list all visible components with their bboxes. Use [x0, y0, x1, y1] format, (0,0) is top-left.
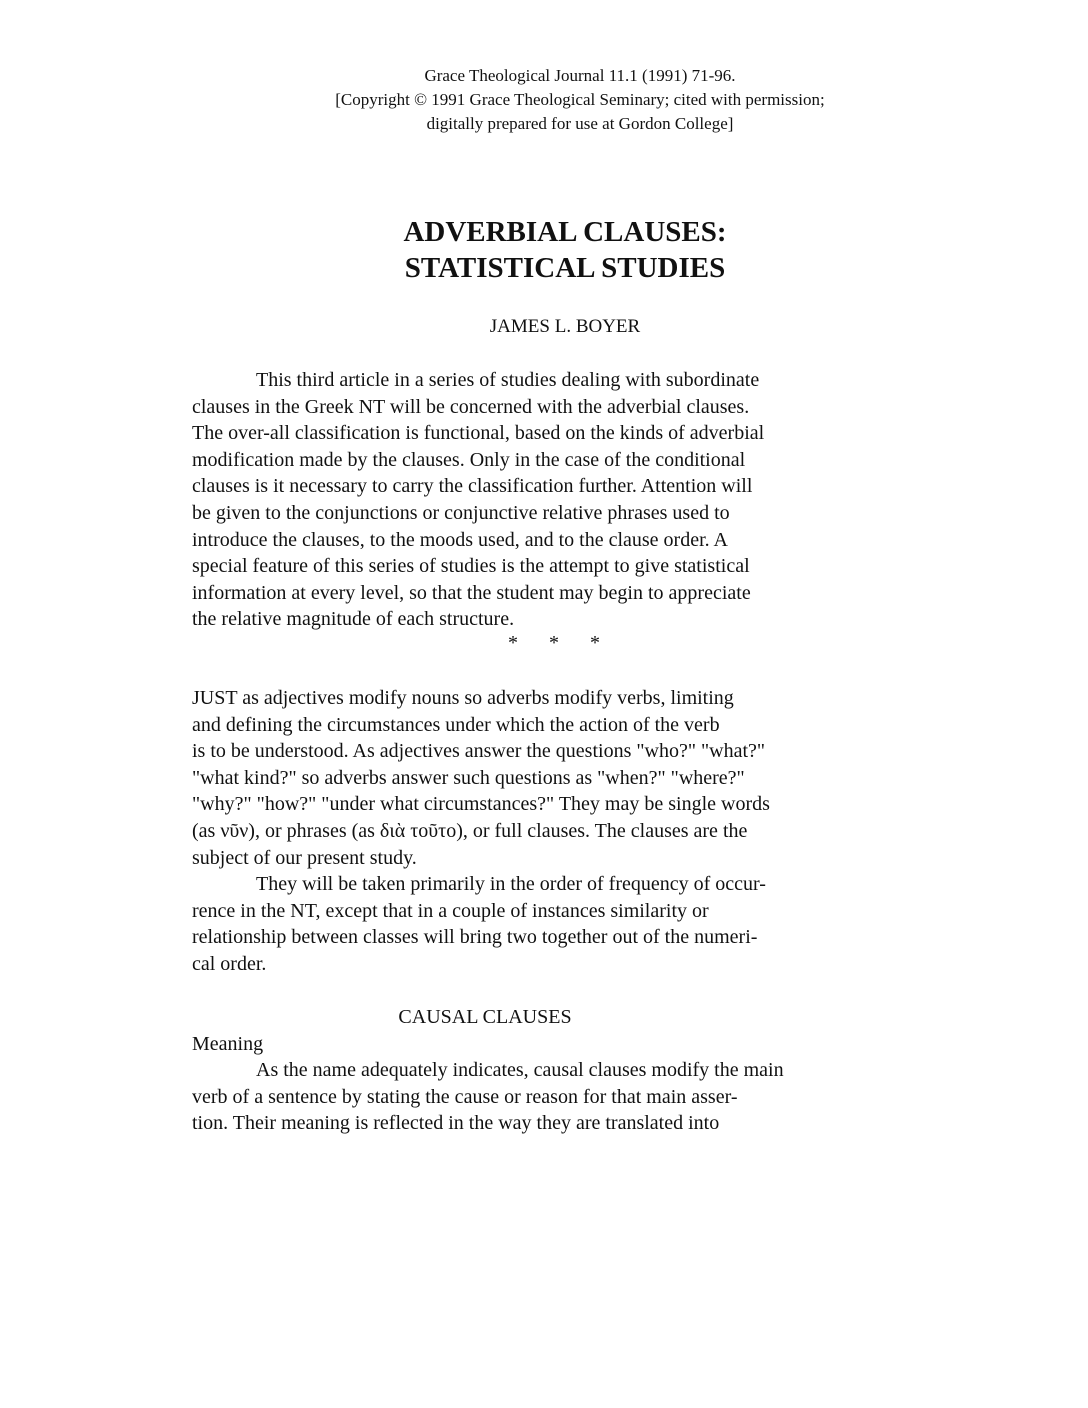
intro-line: "what kind?" so adverbs answer such questions as "when?" "where?" [192, 766, 745, 789]
abstract-line: special feature of this series of studies is the attempt to give statistical [192, 555, 750, 578]
intro-line: cal order. [192, 952, 267, 975]
section-separator [508, 632, 631, 655]
intro-line: They will be taken primarily in the order of frequency of occur- [256, 873, 766, 896]
intro-line: "why?" "how?" "under what circumstances?" They may be single words [192, 793, 770, 816]
abstract-line: introduce the clauses, to the moods used, and to the clause order. A [192, 528, 728, 551]
intro-line: is to be understood. As adjectives answer the questions "who?" "what?" [192, 740, 766, 763]
abstract-line: modification made by the clauses. Only in the case of the conditional [192, 448, 746, 471]
separator-star: * [549, 632, 559, 654]
abstract-line: The over-all classification is functional, based on the kinds of adverbial [192, 422, 765, 445]
abstract-line: This third article in a series of studies dealing with subordinate [256, 369, 760, 391]
causal-line: tion. Their meaning is reflected in the way they are translated into [192, 1112, 720, 1135]
article-title [300, 214, 830, 286]
intro-line: subject of our present study. [192, 846, 417, 869]
intro-text [192, 685, 882, 978]
intro-line: JUST as adjectives modify nouns so adverbs modify verbs, limiting [192, 687, 734, 709]
abstract-line: the relative magnitude of each structure. [192, 608, 515, 631]
article-title-line-1: ADVERBIAL CLAUSES: [403, 216, 727, 248]
causal-paragraph [192, 1057, 882, 1137]
abstract-line: be given to the conjunctions or conjunctive relative phrases used to [192, 501, 730, 524]
article-title-line-2: STATISTICAL STUDIES [404, 252, 726, 284]
abstract-line: clauses in the Greek NT will be concerned with the adverbial clauses. [192, 395, 750, 418]
causal-line: As the name adequately indicates, causal clauses modify the main [256, 1059, 784, 1081]
intro-line: rence in the NT, except that in a couple of instances similarity or [192, 899, 709, 922]
citation-line-journal: Grace Theological Journal 11.1 (1991) 71-96. [424, 66, 736, 85]
intro-line: relationship between classes will bring two together out of the numeri- [192, 926, 758, 949]
citation-line-copyright: [Copyright © 1991 Grace Theological Seminary; cited with permission; [335, 90, 825, 109]
intro-line: (as νῦν), or phrases (as διὰ τοῦτο), or full clauses. The clauses are the [192, 819, 748, 842]
citation-line-digital: digitally prepared for use at Gordon College] [426, 114, 734, 133]
section-heading: CAUSAL CLAUSES [398, 1006, 572, 1028]
article-author: JAMES L. BOYER [489, 316, 641, 337]
separator-star: * [590, 632, 600, 654]
abstract-line: clauses is it necessary to carry the classification further. Attention will [192, 475, 753, 498]
intro-line: and defining the circumstances under which the action of the verb [192, 713, 720, 736]
abstract-line: information at every level, so that the student may begin to appreciate [192, 581, 751, 604]
causal-line: verb of a sentence by stating the cause or reason for that main asser- [192, 1085, 738, 1108]
abstract-paragraph [192, 367, 882, 633]
section-subheading: Meaning [192, 1033, 264, 1055]
citation-header [290, 64, 870, 136]
separator-star: * [508, 632, 518, 654]
